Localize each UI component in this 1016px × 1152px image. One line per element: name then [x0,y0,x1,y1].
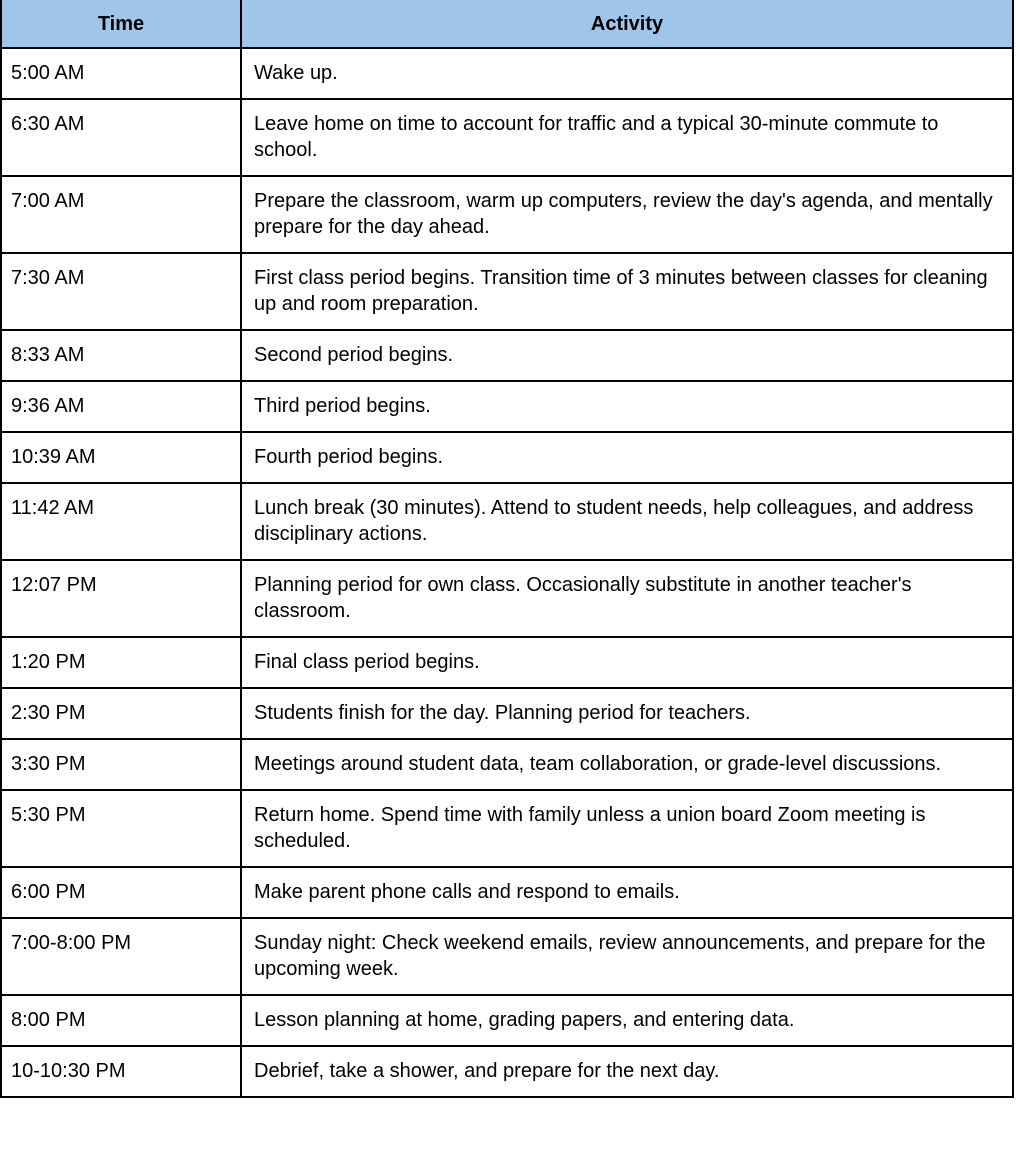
time-cell: 5:30 PM [1,790,241,867]
activity-cell: Third period begins. [241,381,1013,432]
activity-cell: Lunch break (30 minutes). Attend to student needs, help colleagues, and address disciplinary actions. [241,483,1013,560]
time-cell: 8:00 PM [1,995,241,1046]
table-row [1,483,1013,560]
table-row [1,99,1013,176]
table-row [1,637,1013,688]
activity-cell: Prepare the classroom, warm up computers, review the day's agenda, and mentally prepare for the day ahead. [241,176,1013,253]
activity-cell: First class period begins. Transition time of 3 minutes between classes for cleaning up and room preparation. [241,253,1013,330]
time-cell: 1:20 PM [1,637,241,688]
time-cell: 8:33 AM [1,330,241,381]
table-row [1,790,1013,867]
table-row [1,918,1013,995]
table-row [1,560,1013,637]
time-cell: 9:36 AM [1,381,241,432]
time-cell: 7:30 AM [1,253,241,330]
time-cell: 7:00-8:00 PM [1,918,241,995]
time-cell: 6:00 PM [1,867,241,918]
activity-cell: Second period begins. [241,330,1013,381]
table-row [1,176,1013,253]
time-cell: 6:30 AM [1,99,241,176]
table-row [1,688,1013,739]
header-row [1,0,1013,48]
table-row [1,253,1013,330]
time-cell: 11:42 AM [1,483,241,560]
column-header-activity: Activity [241,0,1013,48]
activity-cell: Sunday night: Check weekend emails, review announcements, and prepare for the upcoming week. [241,918,1013,995]
activity-cell: Return home. Spend time with family unless a union board Zoom meeting is scheduled. [241,790,1013,867]
table-row [1,432,1013,483]
activity-cell: Planning period for own class. Occasionally substitute in another teacher's classroom. [241,560,1013,637]
time-cell: 12:07 PM [1,560,241,637]
table-row [1,48,1013,99]
table-row [1,867,1013,918]
activity-cell: Final class period begins. [241,637,1013,688]
table-body [1,48,1013,1097]
activity-cell: Fourth period begins. [241,432,1013,483]
time-cell: 10-10:30 PM [1,1046,241,1097]
activity-cell: Make parent phone calls and respond to emails. [241,867,1013,918]
table-row [1,1046,1013,1097]
table-row [1,381,1013,432]
activity-cell: Lesson planning at home, grading papers, and entering data. [241,995,1013,1046]
activity-cell: Meetings around student data, team collaboration, or grade-level discussions. [241,739,1013,790]
time-cell: 7:00 AM [1,176,241,253]
activity-cell: Students finish for the day. Planning period for teachers. [241,688,1013,739]
table-row [1,330,1013,381]
activity-cell: Wake up. [241,48,1013,99]
time-cell: 10:39 AM [1,432,241,483]
time-cell: 5:00 AM [1,48,241,99]
table-header [1,0,1013,48]
table-row [1,995,1013,1046]
activity-cell: Debrief, take a shower, and prepare for the next day. [241,1046,1013,1097]
column-header-time: Time [1,0,241,48]
table-row [1,739,1013,790]
activity-cell: Leave home on time to account for traffic and a typical 30-minute commute to school. [241,99,1013,176]
time-cell: 2:30 PM [1,688,241,739]
time-cell: 3:30 PM [1,739,241,790]
